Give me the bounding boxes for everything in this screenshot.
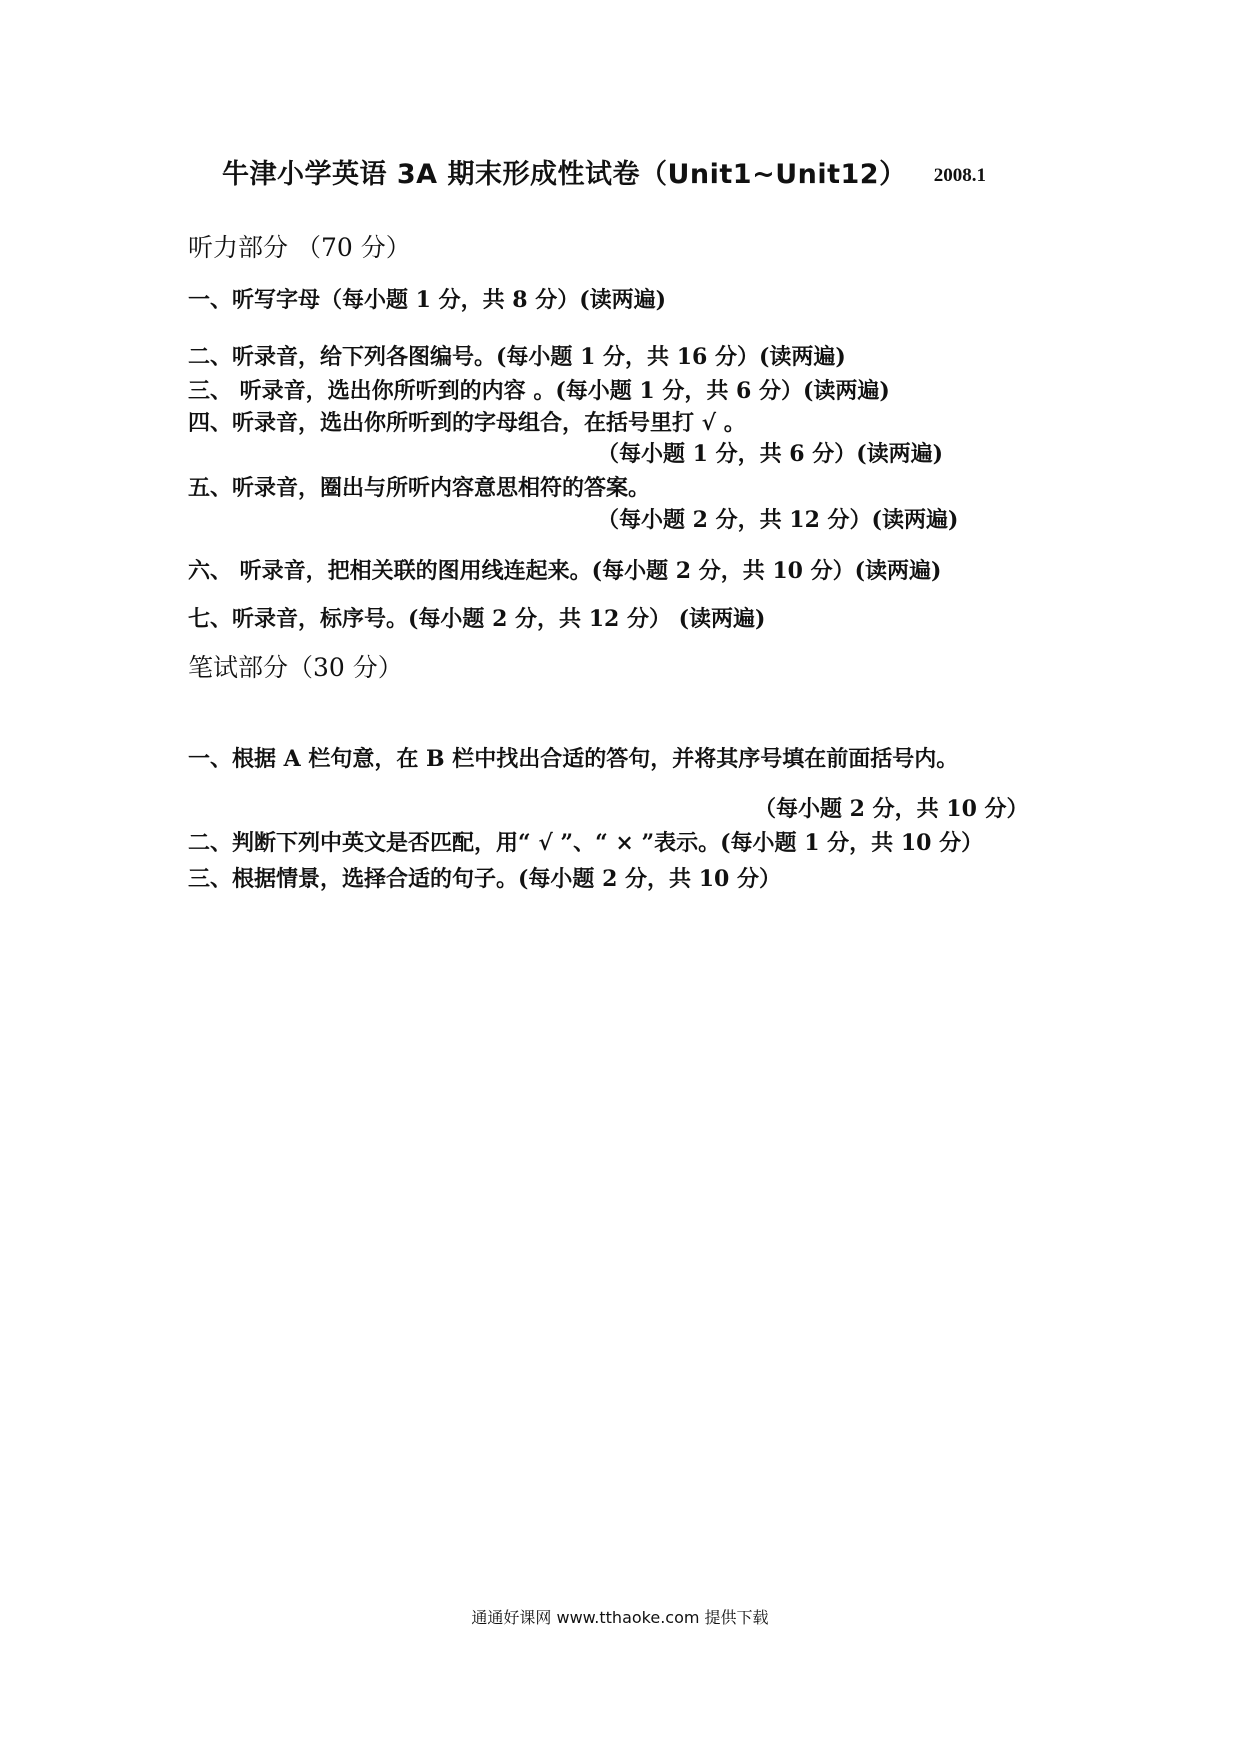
written-item-3: 三、根据情景，选择合适的句子。(每小题 2 分，共 10 分） [188, 866, 781, 892]
listening-item-4-score: （每小题 1 分，共 6 分）(读两遍) [597, 441, 944, 467]
listening-item-3: 三、 听录音，选出你所听到的内容 。(每小题 1 分，共 6 分）(读两遍) [188, 378, 890, 404]
exam-title-row [222, 152, 1122, 191]
exam-date: 2008.1 [933, 165, 986, 186]
listening-item-5-score: （每小题 2 分，共 12 分）(读两遍) [597, 507, 959, 533]
listening-item-4: 四、听录音，选出你所听到的字母组合，在括号里打 √ 。 [188, 410, 746, 436]
written-item-1-score: （每小题 2 分，共 10 分） [754, 796, 1029, 822]
listening-item-6: 六、 听录音，把相关联的图用线连起来。(每小题 2 分，共 10 分）(读两遍) [188, 558, 942, 584]
download-source-footer: 通通好课网 www.tthaoke.com 提供下载 [471, 1608, 769, 1627]
listening-item-1: 一、听写字母（每小题 1 分，共 8 分）(读两遍) [188, 287, 667, 313]
listening-item-5: 五、听录音，圈出与所听内容意思相符的答案。 [188, 475, 651, 501]
written-section-heading: 笔试部分（30 分） [188, 653, 403, 682]
listening-section-heading: 听力部分 （70 分） [188, 233, 411, 262]
written-item-1: 一、根据 A 栏句意，在 B 栏中找出合适的答句，并将其序号填在前面括号内。 [188, 746, 959, 772]
written-item-2: 二、判断下列中英文是否匹配，用“ √ ”、“ × ”表示。(每小题 1 分，共 10 分） [188, 830, 984, 856]
listening-item-2: 二、听录音，给下列各图编号。(每小题 1 分，共 16 分）(读两遍) [188, 344, 846, 370]
exam-title: 牛津小学英语 3A 期末形成性试卷（Unit1~Unit12） [222, 159, 907, 190]
listening-item-7: 七、听录音，标序号。(每小题 2 分，共 12 分） (读两遍) [188, 606, 766, 632]
